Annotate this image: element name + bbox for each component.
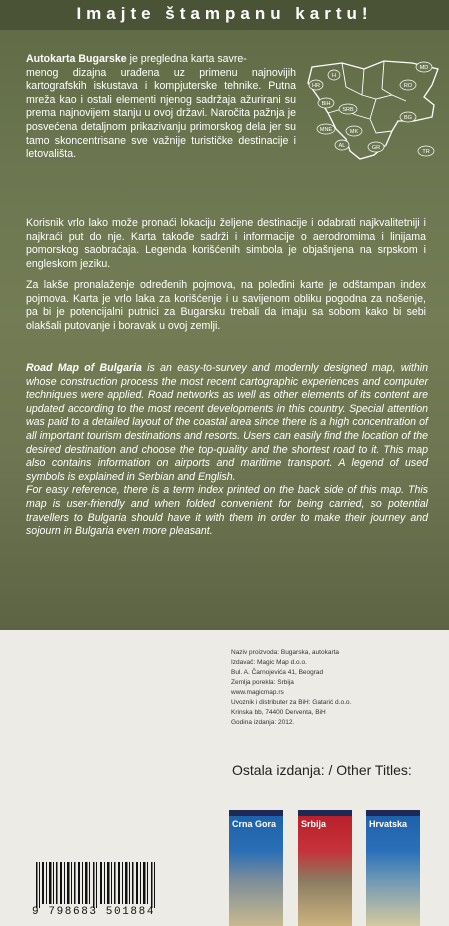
map-label-srb: SRB	[342, 107, 354, 113]
page-title: Imajte štampanu kartu!	[76, 4, 373, 23]
serbian-paragraph-1	[26, 53, 296, 162]
other-titles-heading: Ostala izdanja: / Other Titles:	[232, 762, 412, 778]
english-paragraph-1-text: is an easy-to-survey and modernly designed map, within whose construction process the most recent cartographic experiences and computer techniques were applied. Road networks as well as other elements of its content are updated according to the most recent developments in this country. Special attention was paid to a detailed layout of the coastal area since there is a high concentration of all important tourism destinations and resorts. Users can easily find the location of the desired destination and choose the top-quality and the shortest road to it. This map also contains information on airports and maritime transport. A legend of used symbols is explained in Serbian and English.	[26, 362, 428, 483]
imprint-line: www.magicmap.rs	[231, 689, 284, 696]
map-label-al: AL	[338, 143, 346, 149]
cover-srbija	[298, 810, 352, 926]
cover-title: Hrvatska	[369, 819, 408, 829]
barcode-icon	[34, 862, 164, 908]
imprint-line: Godina izdanja: 2012.	[231, 719, 295, 726]
imprint-line: Uvoznik i distributer za BiH: Gatarić d.o.o.	[231, 699, 352, 706]
map-label-mne: MNE	[319, 127, 333, 133]
imprint-line: Naziv proizvoda: Bugarska, autokarta	[231, 649, 340, 656]
cover-hrvatska	[366, 810, 420, 926]
imprint-block	[231, 648, 431, 728]
map-label-ro: RO	[403, 83, 413, 89]
english-paragraph	[26, 362, 428, 539]
map-label-hr: HR	[312, 83, 320, 89]
map-label-tr: TR	[422, 149, 430, 155]
region-map-icon	[302, 55, 442, 165]
english-paragraph-2-text: For easy reference, there is a term index printed on the back side of this map. This map is user-friendly and when folded convenient for being carried, so potential travellers to Bulgaria should have it with them in order to make their journey and sojourn in Bulgaria even more pleasant.	[26, 484, 428, 538]
cover-band	[298, 810, 352, 816]
serbian-paragraph-2: Korisnik vrlo lako može pronaći lokaciju željene destinacije i odabrati najkvalitetniji i najkraći put do nje. Karta takođe sadrži i informacije o aerodromima i linijama pomorskog saobraćaja. Legenda korišćenih simbola je objašnjena na srpskom i engleskom jeziku.	[26, 217, 426, 270]
map-label-md: MD	[419, 65, 429, 71]
map-label-gr: GR	[371, 145, 381, 151]
cover-band	[229, 810, 283, 816]
cover-title: Crna Gora	[232, 819, 277, 829]
english-product-name: Road Map of Bulgaria	[26, 362, 142, 374]
map-label-bih: BiH	[321, 101, 331, 107]
map-label-mk: MK	[349, 129, 359, 135]
barcode-number: 9 798683 501884	[32, 906, 156, 918]
cover-title: Srbija	[301, 819, 327, 829]
cover-band	[366, 810, 420, 816]
imprint-line: Krinska bb, 74400 Derventa, BiH	[231, 709, 326, 716]
cover-crna-gora	[229, 810, 283, 926]
serbian-product-name: Autokarta Bugarske	[26, 53, 127, 65]
serbian-paragraph-1-text: je pregledna karta savre- menog dizajna urađena uz primenu najnovijih kartografskih iskustava i kompjuterske tehnike. Putna mreža kao i ostali elementi njenog sadržaja ažurirani su prema najnovijem stanju u ovoj državi. Naročita pažnja je posvećena detaljnom prikazivanju primorskog dela jer su tamo skoncentrisane sve važnije turističke destinacije i letovališta.	[26, 53, 296, 161]
map-label-h: H	[332, 73, 336, 79]
imprint-line: Bul. A. Čarnojevića 41, Beograd	[231, 669, 324, 676]
serbian-paragraph-3: Za lakše pronalaženje određenih pojmova, na poleđini karte je odštampan index pojmova. Karta je vrlo laka za korišćenje i u savijenom obliku pogodna za nošenje, pa bi je potencijalni putnici za Bugarsku trebali da imaju sa sobom kako bi sebi olakšali putovanje i boravak u ovoj zemlji.	[26, 279, 426, 332]
imprint-line: Zemlja porekla: Srbija	[231, 679, 294, 686]
imprint-line: Izdavač: Magic Map d.o.o.	[231, 659, 307, 666]
map-label-bg: BG	[404, 115, 412, 121]
